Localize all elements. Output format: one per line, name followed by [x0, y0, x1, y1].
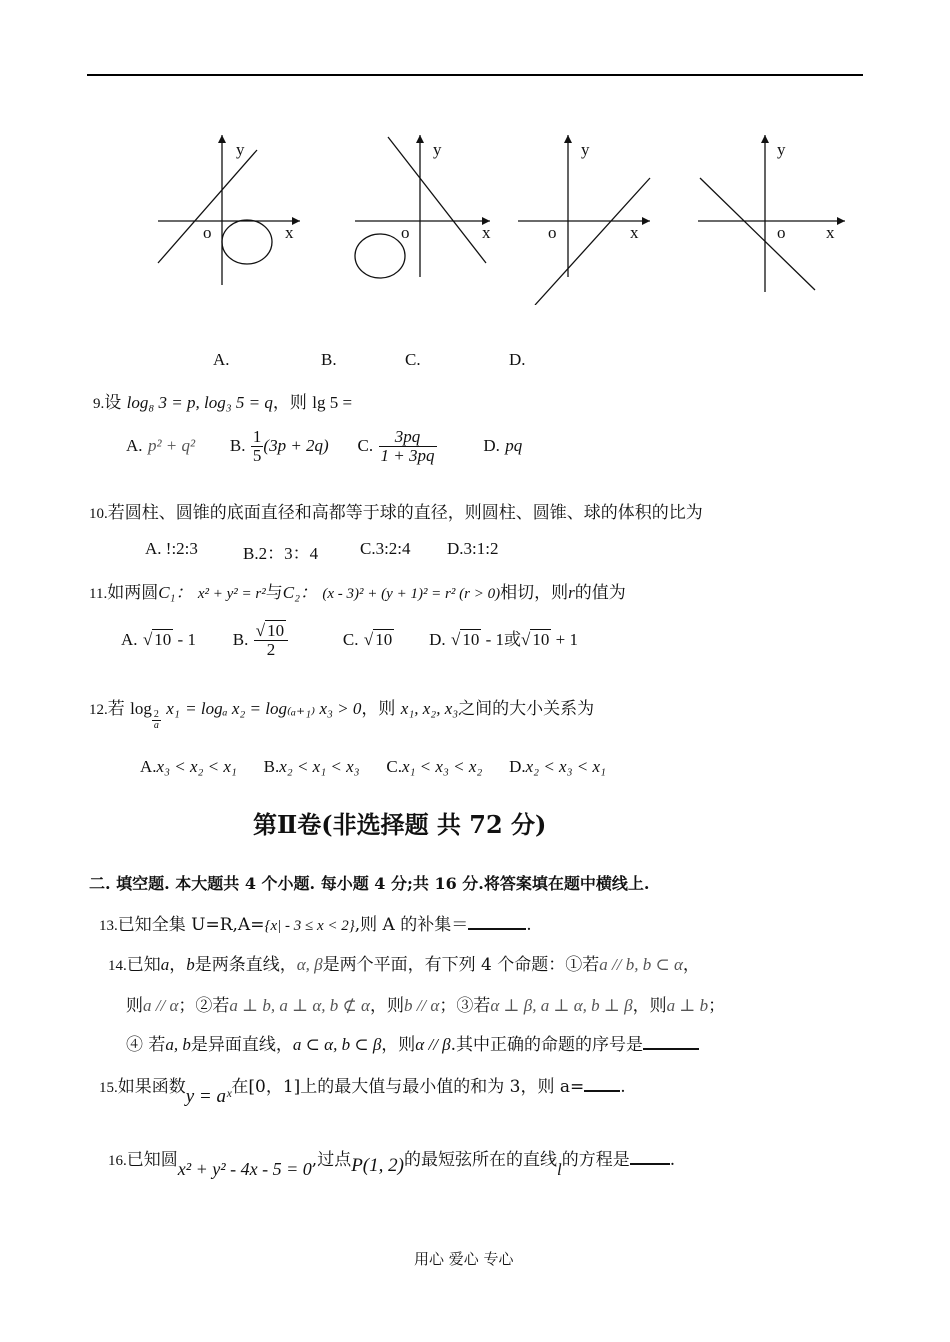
graph-option-d: D. [509, 350, 526, 369]
question-13: 13.已知全集 U=R,A={x| - 3 ≤ x < 2},则 A 的补集＝ . [99, 915, 532, 935]
question-10-option-a: A. !:2:3 [145, 539, 198, 558]
graph-option-b: B. [321, 350, 337, 369]
question-16: 16.已知圆x² + y² - 4x - 5 = 0,过点P(1, 2)的最短弦所在的直线l的方程是 . [108, 1150, 676, 1179]
question-14-line-1: 14.已知a，b是两条直线，α, β是两个平面，有下列 4 个命题：①若a // b, b ⊂ α， [108, 955, 700, 975]
answer-blank[interactable] [468, 914, 526, 930]
question-14-line-2: 则a // α；②若a ⊥ b, a ⊥ α, b ⊄ α，则b // α；③若α ⊥ β, a ⊥ α, b ⊥ β，则a ⊥ b； [126, 996, 726, 1016]
graph-option-c: C. [405, 350, 421, 369]
graph-b [355, 135, 490, 278]
header-rule [87, 74, 863, 76]
question-number: 9. [93, 396, 105, 412]
graph-c-origin: o [548, 223, 557, 242]
question-9-stem: 9.设 log₈ 3 = p, log₃ 5 = q，则 lg 5 = [93, 393, 353, 413]
graph-b-x-label: x [482, 223, 491, 242]
question-11-stem: 11.如两圆C₁： x² + y² = r²与C₂： (x - 3)² + (y + 1)² = r² (r > 0)相切，则r的值为 [89, 583, 626, 603]
graph-a-x-label: x [285, 223, 294, 242]
question-12-stem: 12.若 log $\frac{2}{a}$ x₁ = logₐ x₂ = log₍ₐ₊₁₎ x₃ > 0，则 x₁, x₂, x₃之间的大小关系为 [89, 699, 595, 731]
answer-blank[interactable] [630, 1149, 670, 1165]
question-14-line-3: ④ 若a, b是异面直线，a ⊂ α, b ⊂ β，则α // β.其中正确的命题的序号是 [126, 1030, 699, 1055]
graph-d-origin: o [777, 223, 786, 242]
answer-blank[interactable] [584, 1076, 620, 1092]
question-15: 15.如果函数y = aˣ在[0，1]上的最大值与最小值的和为 3，则 a= . [99, 1077, 626, 1107]
question-10-option-d: D.3:1:2 [447, 539, 499, 558]
question-9-options: A. p² + q² B. $\frac{1}{5}$ (3p + 2q) C. $\frac{3pq}{1 + 3pq}$ D. pq [126, 427, 523, 465]
section-2-heading: 二. 填空题. 本大题共 4 个小题. 每小题 4 分;共 16 分.将答案填在题中横线上. [89, 874, 650, 893]
graph-d-x-label: x [826, 223, 835, 242]
graph-b-y-label: y [433, 140, 442, 159]
graph-a-y-label: y [236, 140, 245, 159]
page-footer: 用心 爱心 专心 [414, 1250, 514, 1268]
question-11-options: A. √ 10 - 1 B. $\frac{√ 10}{2}$ C. √ 10 D. √ 10 - 1或√ 10 + 1 [121, 621, 578, 659]
answer-blank[interactable] [643, 1034, 699, 1050]
graph-option-a: A. [213, 350, 230, 369]
graph-b-origin: o [401, 223, 410, 242]
graph-c-x-label: x [630, 223, 639, 242]
graph-a [158, 135, 300, 285]
graph-c [518, 135, 650, 305]
graph-options-figure [150, 125, 850, 305]
option-d-expr: pq [505, 435, 523, 455]
graph-a-origin: o [203, 223, 212, 242]
question-12-options: A.x₃ < x₂ < x₁ B.x₂ < x₁ < x₃ C.x₁ < x₃ < x₂ D.x₂ < x₃ < x₁ [140, 757, 606, 776]
question-10-option-c: C.3:2:4 [360, 539, 411, 558]
graph-d-y-label: y [777, 140, 786, 159]
graph-d [698, 135, 845, 292]
option-b-expr: (3p + 2q) [263, 435, 329, 455]
option-a-expr: p² + q² [147, 435, 196, 455]
question-10-stem: 10.若圆柱、圆锥的底面直径和高都等于球的直径，则圆柱、圆锥、球的体积的比为 [89, 503, 703, 523]
graph-c-y-label: y [581, 140, 590, 159]
section-2-title: 第Ⅱ卷(非选择题 共 72 分) [253, 810, 547, 839]
question-10-option-b: B.2：3：4 [243, 544, 319, 563]
